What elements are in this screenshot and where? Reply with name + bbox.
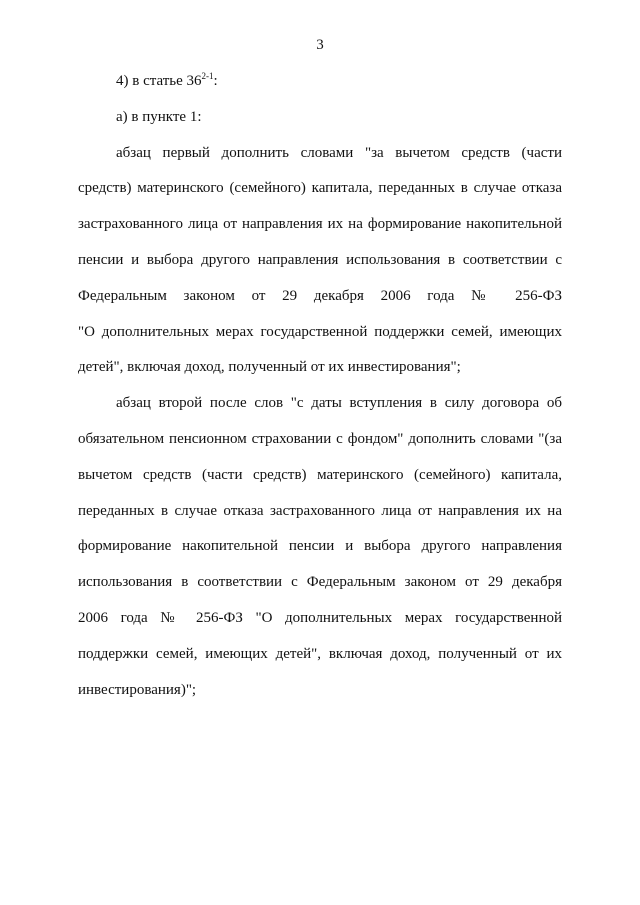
paragraph-1-line: застрахованного лица от направления их на формирование накопительной — [78, 216, 562, 233]
paragraph-2 — [78, 392, 562, 714]
paragraph-2-line: вычетом средств (части средств) материнского (семейного) капитала, — [78, 466, 562, 483]
paragraph-1-line: средств) материнского (семейного) капитала, переданных в случае отказа — [78, 180, 562, 197]
paragraph-2-line: инвестирования)"; — [78, 681, 197, 698]
paragraph-2-line: поддержки семей, имеющих детей", включая доход, полученный от их — [78, 645, 562, 662]
paragraph-1-line: абзац первый дополнить словами "за вычетом средств (части — [116, 144, 562, 161]
page-number: 3 — [316, 37, 324, 53]
paragraph-2-line: 2006 года № 256-ФЗ "О дополнительных мерах государственной — [78, 609, 562, 626]
paragraph-1 — [78, 142, 562, 393]
paragraph-2-line: переданных в случае отказа застрахованного лица от направления их на — [78, 502, 562, 519]
paragraph-1-line: Федеральным законом от 29 декабря 2006 года № 256-ФЗ — [78, 287, 562, 304]
item-4-prefix: 4) в статье 36 — [116, 73, 202, 89]
paragraph-1-line: детей", включая доход, полученный от их инвестирования"; — [78, 359, 461, 376]
paragraph-1-line: пенсии и выбора другого направления использования в соответствии с — [78, 251, 562, 268]
paragraph-1-line: "О дополнительных мерах государственной поддержки семей, имеющих — [78, 323, 562, 340]
item-a-line: а) в пункте 1: — [116, 108, 202, 125]
paragraph-2-line: использования в соответствии с Федеральным законом от 29 декабря — [78, 574, 562, 591]
item-4-superscript: 2-1 — [201, 71, 214, 81]
paragraph-2-line: обязательном пенсионном страховании с фондом" дополнить словами "(за — [78, 430, 562, 447]
paragraph-2-line: абзац второй после слов "с даты вступления в силу договора об — [116, 395, 562, 412]
item-4-suffix: : — [213, 73, 218, 89]
document-body — [78, 70, 562, 714]
paragraph-2-line: формирование накопительной пенсии и выбора другого направления — [78, 538, 562, 555]
item-4-line — [78, 70, 562, 106]
